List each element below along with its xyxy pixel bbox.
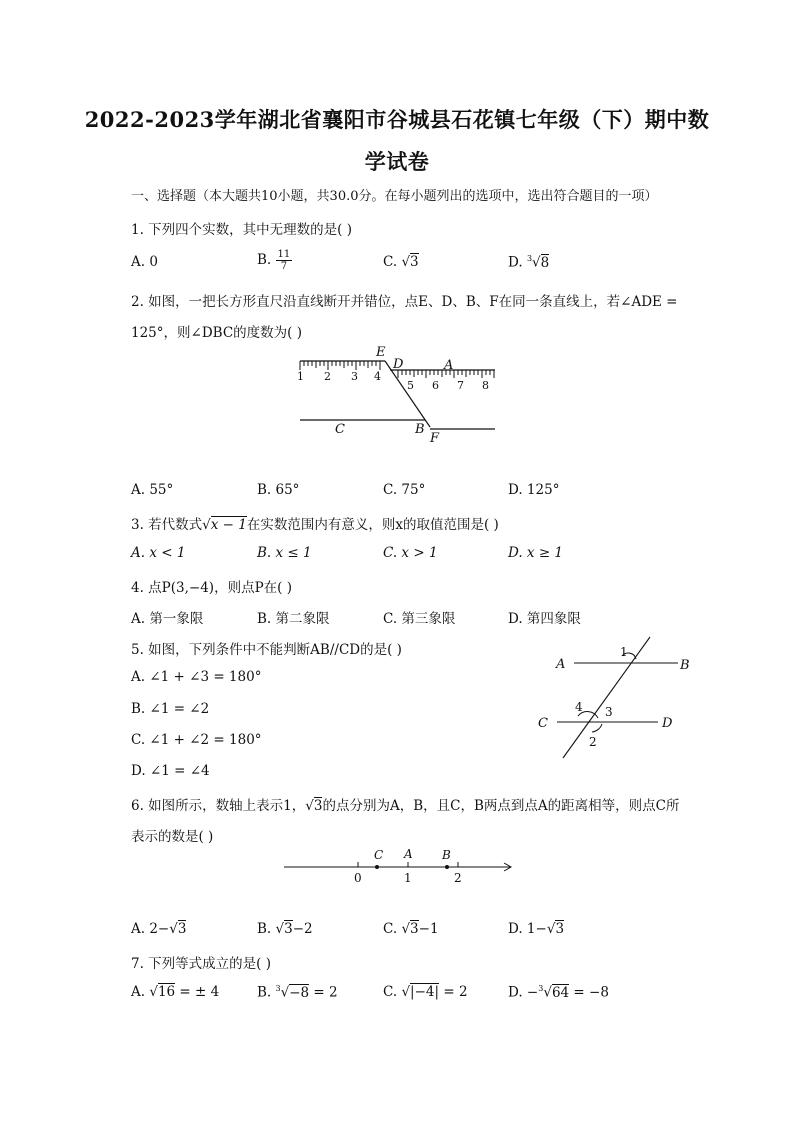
section-heading: 一、选择题（本大题共10小题，共30.0分。在每小题列出的选项中，选出符合题目的一项） xyxy=(131,189,658,204)
question-7-stem: 7. 下列等式成立的是( ) xyxy=(131,956,271,972)
ruler-tick-label: 2 xyxy=(324,370,331,383)
label-c: C xyxy=(335,422,345,437)
label-a: A xyxy=(444,358,454,373)
q4-option-c: C. 第三象限 xyxy=(383,611,456,627)
tick-label-2: 2 xyxy=(454,871,462,885)
numerator: 11 xyxy=(277,249,291,260)
ruler-tick-label: 6 xyxy=(432,379,439,392)
radicand: |−4| xyxy=(410,984,440,1000)
question-6-stem-line1 xyxy=(131,794,679,814)
q3-stem-suffix: 在实数范围内有意义，则x的取值范围是( ) xyxy=(246,517,499,533)
q1-option-d xyxy=(508,254,549,271)
q6-option-b-label: B. xyxy=(257,921,272,937)
q4-option-b: B. 第二象限 xyxy=(257,611,330,627)
angle-2-label: 2 xyxy=(589,735,597,749)
q7-option-b xyxy=(257,984,338,1001)
label-b: B xyxy=(442,848,451,862)
q7-option-a xyxy=(131,984,219,1000)
q3-option-a: A. x < 1 xyxy=(131,545,186,561)
q7-option-b-suffix: = 2 xyxy=(309,984,338,1001)
ruler-left-ticks xyxy=(300,361,380,370)
angle-1-label: 1 xyxy=(620,645,628,659)
label-b: B xyxy=(680,658,690,673)
question-5-stem: 5. 如图，下列条件中不能判断AB//CD的是( ) xyxy=(131,642,402,658)
sqrt-sign: √ xyxy=(401,984,411,1000)
q5-option-b: B. ∠1 = ∠2 xyxy=(131,701,210,717)
sqrt-sign: √ xyxy=(280,984,290,1001)
q6-option-d-prefix: D. 1− xyxy=(508,921,547,937)
question-2-stem-line2: 125°，则∠DBC的度数为( ) xyxy=(131,325,302,341)
sqrt-sign: √ xyxy=(401,254,411,270)
label-d: D xyxy=(662,716,673,731)
q6-option-a-prefix: A. 2− xyxy=(131,921,170,937)
tick-label-0: 0 xyxy=(354,871,362,885)
q3-option-b: B. x ≤ 1 xyxy=(257,545,312,561)
sqrt-sign: √ xyxy=(169,921,178,937)
sqrt-sign: √ xyxy=(202,517,211,533)
q3-stem-prefix: 3. 若代数式 xyxy=(131,517,203,533)
tick-label-1: 1 xyxy=(404,871,412,885)
q7-option-d-label: D. − xyxy=(508,984,539,1001)
sqrt-sign: √ xyxy=(275,921,285,937)
radicand: 3 xyxy=(177,921,187,937)
label-c: C xyxy=(538,716,548,731)
radicand: 3 xyxy=(410,254,419,270)
angle-4-label: 4 xyxy=(575,700,583,714)
q6-option-c-suffix: −1 xyxy=(418,921,439,937)
radicand: 3 xyxy=(410,921,419,937)
sqrt-sign: √ xyxy=(543,984,552,1001)
label-b: B xyxy=(415,422,425,437)
radicand: 3 xyxy=(555,921,565,937)
q7-option-c-label: C. xyxy=(383,984,398,1000)
q6-option-c xyxy=(383,921,439,937)
q1-option-b-label: B. xyxy=(257,252,272,268)
q1-option-b xyxy=(257,249,292,272)
q5-option-d: D. ∠1 = ∠4 xyxy=(131,763,210,779)
q6-option-a xyxy=(131,921,186,937)
q1-option-a: A. 0 xyxy=(131,254,158,270)
q1-option-d-label: D. xyxy=(508,254,523,271)
radicand: 3 xyxy=(284,921,293,937)
ruler-figure xyxy=(290,340,510,448)
label-e: E xyxy=(376,345,386,360)
q6-option-b-suffix: −2 xyxy=(292,921,313,937)
radicand: 3 xyxy=(313,798,323,814)
question-2-stem-line1: 2. 如图，一把长方形直尺沿直线断开并错位，点E、D、B、F在同一条直线上，若∠ADE = xyxy=(131,294,678,310)
question-4-stem: 4. 点P(3,−4)，则点P在( ) xyxy=(131,580,292,596)
q6-stem-prefix: 6. 如图所示，数轴上表示1， xyxy=(131,798,306,814)
radicand: 64 xyxy=(551,984,570,1001)
fraction xyxy=(276,249,293,272)
q2-option-c: C. 75° xyxy=(383,482,426,498)
q2-option-a: A. 55° xyxy=(131,482,174,498)
label-a: A xyxy=(404,847,413,861)
label-c: C xyxy=(374,848,384,862)
radicand: 8 xyxy=(540,254,550,271)
q7-option-a-label: A. xyxy=(131,984,146,1000)
angle-3-label: 3 xyxy=(605,705,613,719)
question-1-stem: 1. 下列四个实数，其中无理数的是( ) xyxy=(131,222,352,238)
q7-option-d-suffix: = −8 xyxy=(569,984,609,1001)
ruler-tick-label: 4 xyxy=(374,370,381,383)
q4-option-a: A. 第一象限 xyxy=(131,611,204,627)
denominator: 7 xyxy=(280,261,288,272)
q6-option-b xyxy=(257,921,313,937)
sqrt-sign: √ xyxy=(149,984,158,1000)
page-title-line1: 2022-2023学年湖北省襄阳市谷城县石花镇七年级（下）期中数 xyxy=(84,107,710,132)
question-6-stem-line2: 表示的数是( ) xyxy=(131,829,214,845)
q7-option-c xyxy=(383,984,468,1000)
root-index: 3 xyxy=(538,984,544,993)
sqrt-sign: √ xyxy=(532,254,541,271)
q7-option-b-label: B. xyxy=(257,984,272,1001)
q7-option-a-suffix: = ± 4 xyxy=(175,984,220,1000)
radicand: 16 xyxy=(157,984,176,1000)
q4-option-d: D. 第四象限 xyxy=(508,611,581,627)
q7-option-d xyxy=(508,984,609,1001)
ruler-tick-label: 5 xyxy=(407,379,414,392)
q5-option-a: A. ∠1 + ∠3 = 180° xyxy=(131,669,262,685)
ruler-tick-label: 7 xyxy=(457,379,464,392)
q2-option-b: B. 65° xyxy=(257,482,300,498)
q2-option-d: D. 125° xyxy=(508,482,560,498)
q6-stem-suffix: 的点分别为A，B，且C，B两点到点A的距离相等，则点C所 xyxy=(322,798,680,814)
q3-option-c: C. x > 1 xyxy=(383,545,438,561)
q7-option-c-suffix: = 2 xyxy=(439,984,468,1000)
label-d: D xyxy=(393,357,404,372)
number-line-figure xyxy=(280,843,516,885)
sqrt-sign: √ xyxy=(305,798,314,814)
ruler-tick-label: 1 xyxy=(297,370,304,383)
question-3-stem xyxy=(131,513,499,533)
label-a: A xyxy=(556,657,566,672)
radicand: −8 xyxy=(289,984,310,1001)
ruler-tick-label: 8 xyxy=(482,379,489,392)
page-title-line2: 学试卷 xyxy=(364,149,430,174)
ruler-tick-label: 3 xyxy=(351,370,358,383)
q1-option-c-label: C. xyxy=(383,254,398,270)
radicand: x − 1 xyxy=(210,517,247,533)
point-c xyxy=(375,865,379,869)
q3-option-d: D. x ≥ 1 xyxy=(508,545,564,561)
parallel-lines-figure xyxy=(530,632,705,764)
sqrt-sign: √ xyxy=(546,921,556,937)
q6-option-d xyxy=(508,921,564,937)
q6-option-c-label: C. xyxy=(383,921,398,937)
point-b xyxy=(445,865,449,869)
q5-option-c: C. ∠1 + ∠2 = 180° xyxy=(131,732,262,748)
label-f: F xyxy=(430,431,440,446)
q1-option-c xyxy=(383,254,419,270)
root-index: 3 xyxy=(275,984,281,993)
sqrt-sign: √ xyxy=(401,921,411,937)
root-index: 3 xyxy=(526,254,533,263)
